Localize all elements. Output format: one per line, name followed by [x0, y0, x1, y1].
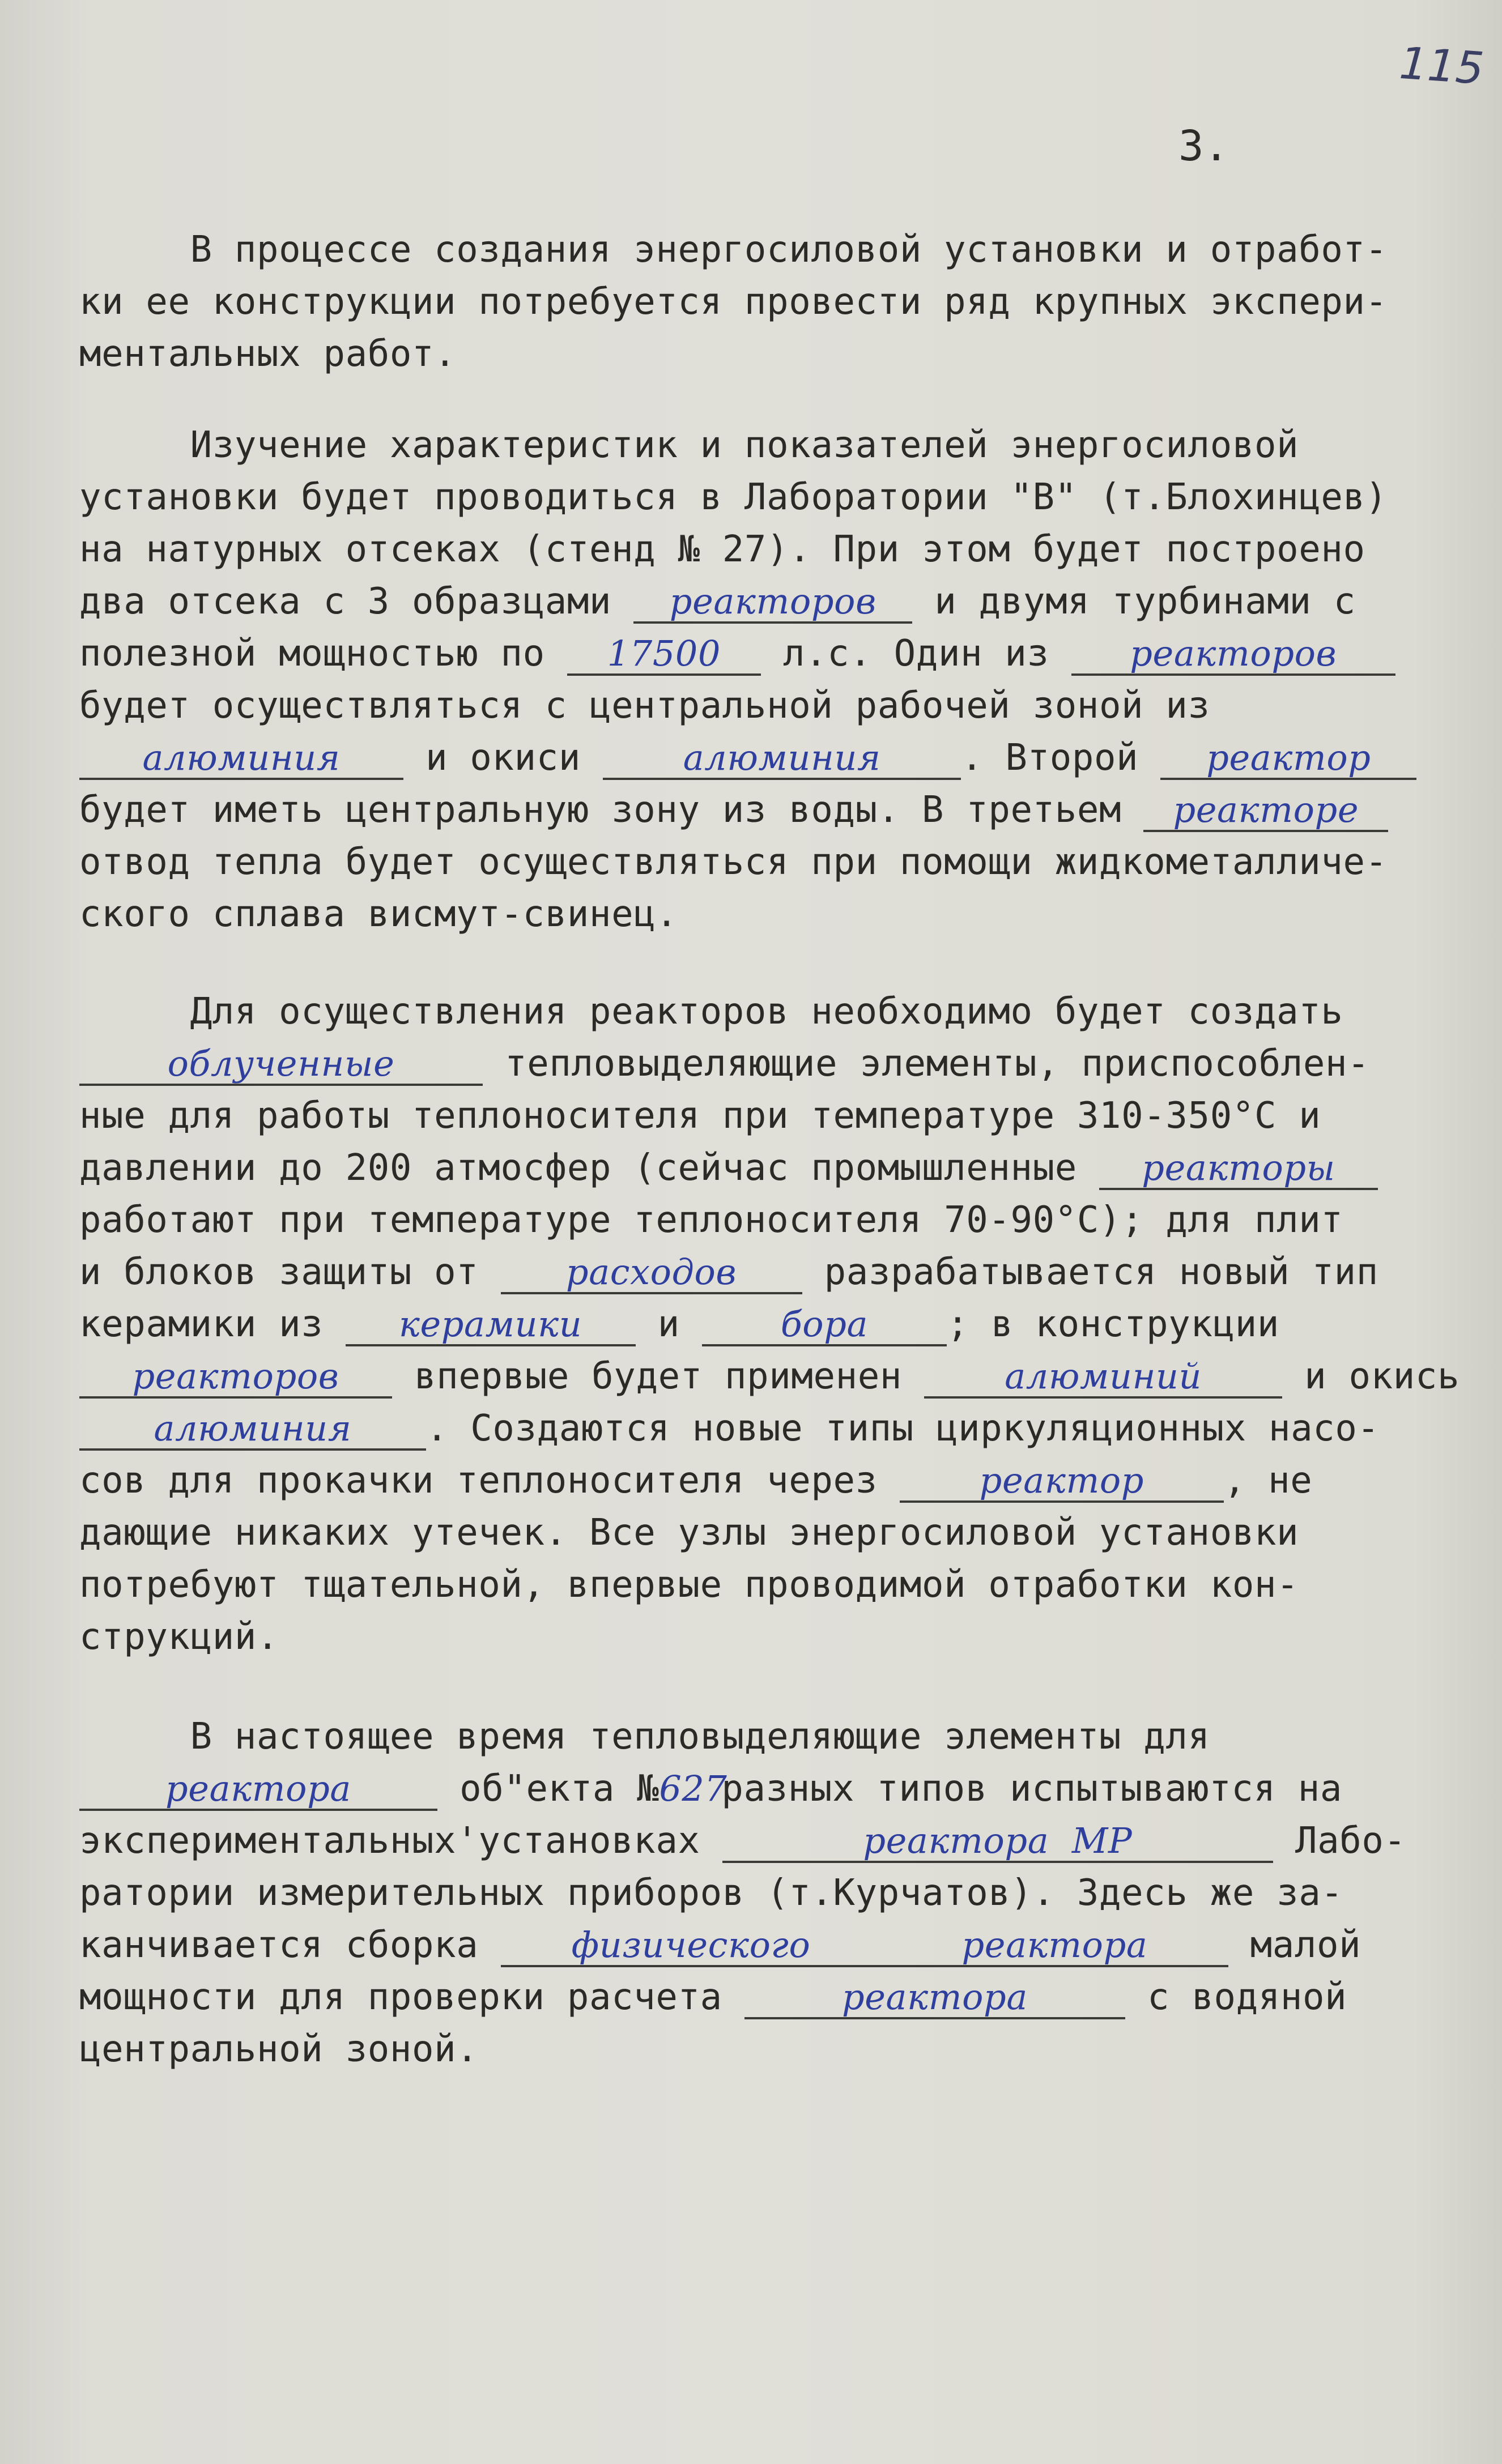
text-fragment: . Второй	[961, 737, 1161, 779]
text-line: на натурных отсеках (стенд № 27). При этом будет построено	[79, 528, 1365, 570]
text-line: ского сплава висмут-свинец.	[79, 893, 678, 935]
text-fragment: разных типов испытываются на	[721, 1768, 1342, 1810]
text-line: установки будет проводиться в Лаборатории "В" (т.Блохинцев)	[79, 476, 1388, 518]
text-fragment: ; в конструкции	[946, 1303, 1279, 1345]
text-line	[79, 784, 1484, 836]
text-fragment: сов для прокачки теплоносителя через	[79, 1460, 900, 1502]
handwritten-insert: реактор	[1160, 738, 1416, 780]
text-fragment: , не	[1223, 1460, 1313, 1502]
handwritten-insert: алюминий	[924, 1357, 1282, 1399]
handwritten-insert: 17500	[567, 634, 761, 676]
text-line	[79, 1142, 1484, 1194]
text-line: потребуют тщательной, впервые проводимой отработки кон-	[79, 1564, 1299, 1606]
text-fragment: мощности для проверки расчета	[79, 1976, 744, 2018]
handwritten-insert: реактора МР	[722, 1821, 1273, 1863]
handwritten-insert: алюминия	[603, 738, 961, 780]
text-fragment: будет иметь центральную зону из воды. В третьем	[79, 789, 1144, 831]
paragraph-2	[79, 419, 1484, 940]
text-line: отвод тепла будет осуществляться при помощи жидкометалличе-	[79, 841, 1388, 883]
handwritten-insert: реактора	[79, 1769, 437, 1811]
text-line: Для осуществления реакторов необходимо будет создать	[79, 991, 1343, 1033]
text-line	[79, 1763, 1484, 1815]
handwritten-insert: алюминия	[79, 738, 403, 780]
handwritten-insert: 627	[659, 1768, 727, 1809]
text-fragment: с водяной	[1125, 1976, 1347, 2018]
text-line: ратории измерительных приборов (т.Курчатов). Здесь же за-	[79, 1872, 1343, 1914]
handwritten-insert: реакторов	[633, 582, 912, 624]
text-fragment: канчивается сборка	[79, 1924, 501, 1966]
text-fragment: и окиси	[403, 737, 603, 779]
text-fragment: керамики из	[79, 1303, 346, 1345]
text-fragment: разрабатывается новый тип	[802, 1251, 1378, 1293]
handwritten-insert: реактор	[900, 1461, 1224, 1503]
text-line	[79, 1350, 1484, 1402]
text-fragment: малой	[1228, 1924, 1361, 1966]
text-fragment: и	[635, 1303, 702, 1345]
text-line	[79, 1402, 1484, 1455]
paragraph-1	[79, 224, 1484, 380]
text-fragment: . Создаются новые типы циркуляционных насо-	[426, 1408, 1380, 1450]
handwritten-insert: физического	[501, 1925, 882, 1967]
text-line: будет осуществляться с центральной рабочей зоной из	[79, 685, 1210, 727]
text-line: В настоящее время тепловыделяющие элементы для	[79, 1716, 1210, 1758]
text-fragment: Лабо-	[1273, 1820, 1406, 1862]
text-line	[79, 1246, 1484, 1298]
handwritten-insert: бора	[702, 1305, 947, 1346]
archive-page-number: 115	[1398, 37, 1486, 95]
handwritten-insert: керамики	[346, 1305, 636, 1346]
text-line	[79, 575, 1484, 628]
page-number: 3.	[1178, 122, 1229, 170]
text-fragment: экспериментальных'установках	[79, 1820, 722, 1862]
text-line	[79, 1038, 1484, 1090]
handwritten-insert: алюминия	[79, 1409, 426, 1451]
text-line: ментальных работ.	[79, 333, 457, 375]
text-fragment: тепловыделяющие элементы, приспособлен-	[483, 1043, 1370, 1085]
text-line: ки ее конструкции потребуется провести ряд крупных экспери-	[79, 281, 1388, 323]
text-line	[79, 628, 1484, 680]
handwritten-insert: реакторе	[1143, 790, 1388, 832]
text-fragment: давлении до 200 атмосфер (сейчас промышленные	[79, 1147, 1100, 1189]
text-line	[79, 1815, 1484, 1867]
text-fragment: л.с. Один из	[760, 633, 1071, 675]
handwritten-insert: расходов	[501, 1252, 802, 1294]
handwritten-insert: реакторов	[1071, 634, 1395, 676]
paragraph-4	[79, 1711, 1484, 2075]
text-line: дающие никаких утечек. Все узлы энергосиловой установки	[79, 1512, 1299, 1554]
text-line	[79, 1971, 1484, 2023]
handwritten-insert: реактора	[882, 1925, 1228, 1967]
text-fragment: и блоков защиты от	[79, 1251, 501, 1293]
text-fragment: и двумя турбинами с	[912, 581, 1356, 623]
text-line	[79, 1298, 1484, 1350]
text-line	[79, 1455, 1484, 1507]
text-fragment: об"екта №	[437, 1768, 659, 1810]
text-line: работают при температуре теплоносителя 70-90°С); для плит	[79, 1199, 1343, 1241]
text-line: ные для работы теплоносителя при температуре 310-350°С и	[79, 1095, 1321, 1137]
handwritten-insert: реакторы	[1099, 1148, 1378, 1190]
text-line: центральной зоной.	[79, 2028, 479, 2070]
text-fragment: и окись	[1282, 1355, 1460, 1397]
paragraph-3	[79, 986, 1484, 1663]
text-line	[79, 1919, 1484, 1971]
handwritten-insert: реактора	[744, 1977, 1125, 2019]
handwritten-insert: реакторов	[79, 1357, 392, 1399]
text-fragment: впервые будет применен	[392, 1355, 925, 1397]
text-line	[79, 732, 1484, 784]
text-fragment: два отсека с 3 образцами	[79, 581, 634, 623]
text-line: струкций.	[79, 1616, 279, 1658]
text-fragment: полезной мощностью по	[79, 633, 567, 675]
text-line: В процессе создания энергосиловой установки и отработ-	[79, 229, 1388, 271]
text-line: Изучение характеристик и показателей энергосиловой	[79, 424, 1299, 466]
handwritten-insert: облученные	[79, 1044, 483, 1086]
